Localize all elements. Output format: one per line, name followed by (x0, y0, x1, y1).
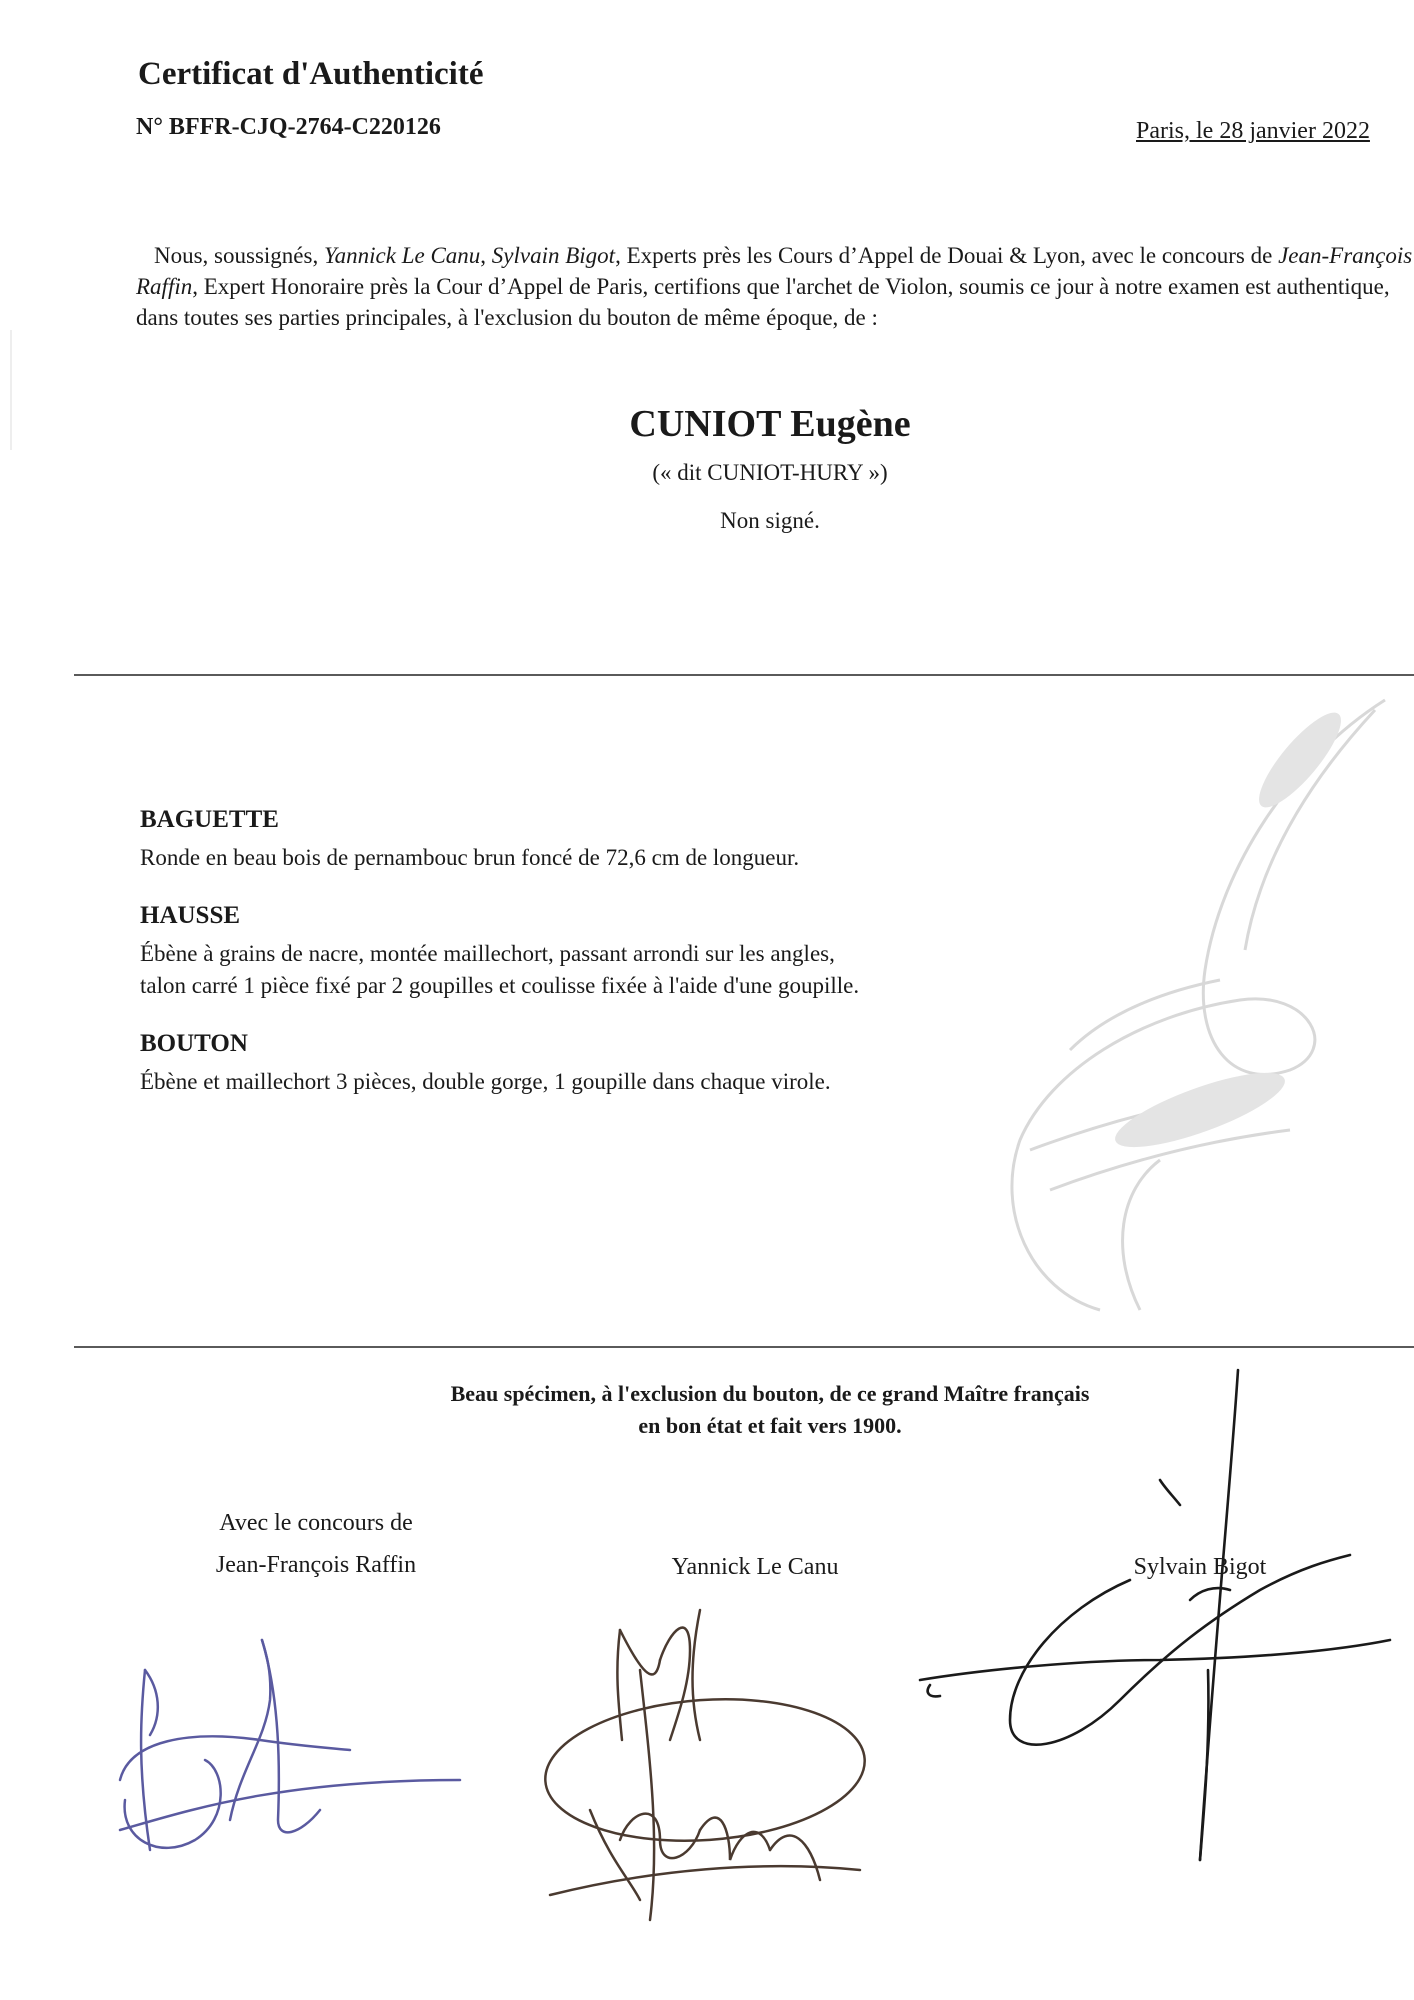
expert-name: Sylvain Bigot (491, 243, 616, 268)
conclusion-line: en bon état et fait vers 1900. (638, 1413, 902, 1438)
signatory-le-canu: Yannick Le Canu (671, 1554, 839, 1580)
section-text-hausse-1: Ébène à grains de nacre, montée maillechort, passant arrondi sur les angles, (140, 941, 835, 966)
intro-text: , (480, 243, 492, 268)
section-heading-baguette: BAGUETTE (140, 806, 279, 833)
section-heading-hausse: HAUSSE (140, 902, 241, 929)
divider (74, 674, 1414, 676)
place-date: Paris, le 28 janvier 2022 (1136, 118, 1370, 144)
conclusion-line: Beau spécimen, à l'exclusion du bouton, de ce grand Maître français (450, 1381, 1090, 1406)
signatory-bigot: Sylvain Bigot (1133, 1554, 1267, 1580)
intro-text: Nous, soussignés, (154, 243, 324, 268)
certificate-number: N° BFFR-CJQ-2764-C220126 (136, 114, 441, 140)
signatory-line: Avec le concours de (219, 1510, 413, 1536)
signature-bigot (920, 1370, 1390, 1860)
certificate-title: Certificat d'Authenticité (138, 56, 484, 92)
expert-name: Yannick Le Canu (323, 243, 481, 268)
section-text-bouton: Ébène et maillechort 3 pièces, double gorge, 1 goupille dans chaque virole. (140, 1069, 831, 1094)
intro-text: , Experts près les Cours d’Appel de Douai & Lyon, avec le concours de (615, 243, 1279, 268)
signature-le-canu (541, 1610, 870, 1920)
maker-name: CUNIOT Eugène (629, 403, 911, 445)
intro-paragraph (136, 240, 1414, 333)
section-text-hausse-2: talon carré 1 pièce fixé par 2 goupilles et coulisse fixée à l'aide d'une goupille. (140, 973, 860, 998)
signature-status: Non signé. (720, 508, 820, 533)
signature-raffin (120, 1640, 460, 1850)
handwritten-signatures (0, 1340, 1414, 2000)
maker-alias: (« dit CUNIOT-HURY ») (652, 460, 888, 485)
section-heading-bouton: BOUTON (140, 1030, 248, 1057)
signatory-name: Jean-François Raffin (215, 1552, 417, 1578)
intro-text: , Expert Honoraire près la Cour d’Appel de Paris, certifions que l'archet de Violon, soumis ce jour à notre examen est authentique, dans toutes ses parties principales, à l'exclusion du bouton de même époque, de : (136, 274, 1390, 330)
watermark-stamp (990, 690, 1410, 1340)
section-text-baguette: Ronde en beau bois de pernambouc brun foncé de 72,6 cm de longueur. (140, 845, 800, 870)
expert-name: Jean-François Raffin (136, 243, 1413, 299)
